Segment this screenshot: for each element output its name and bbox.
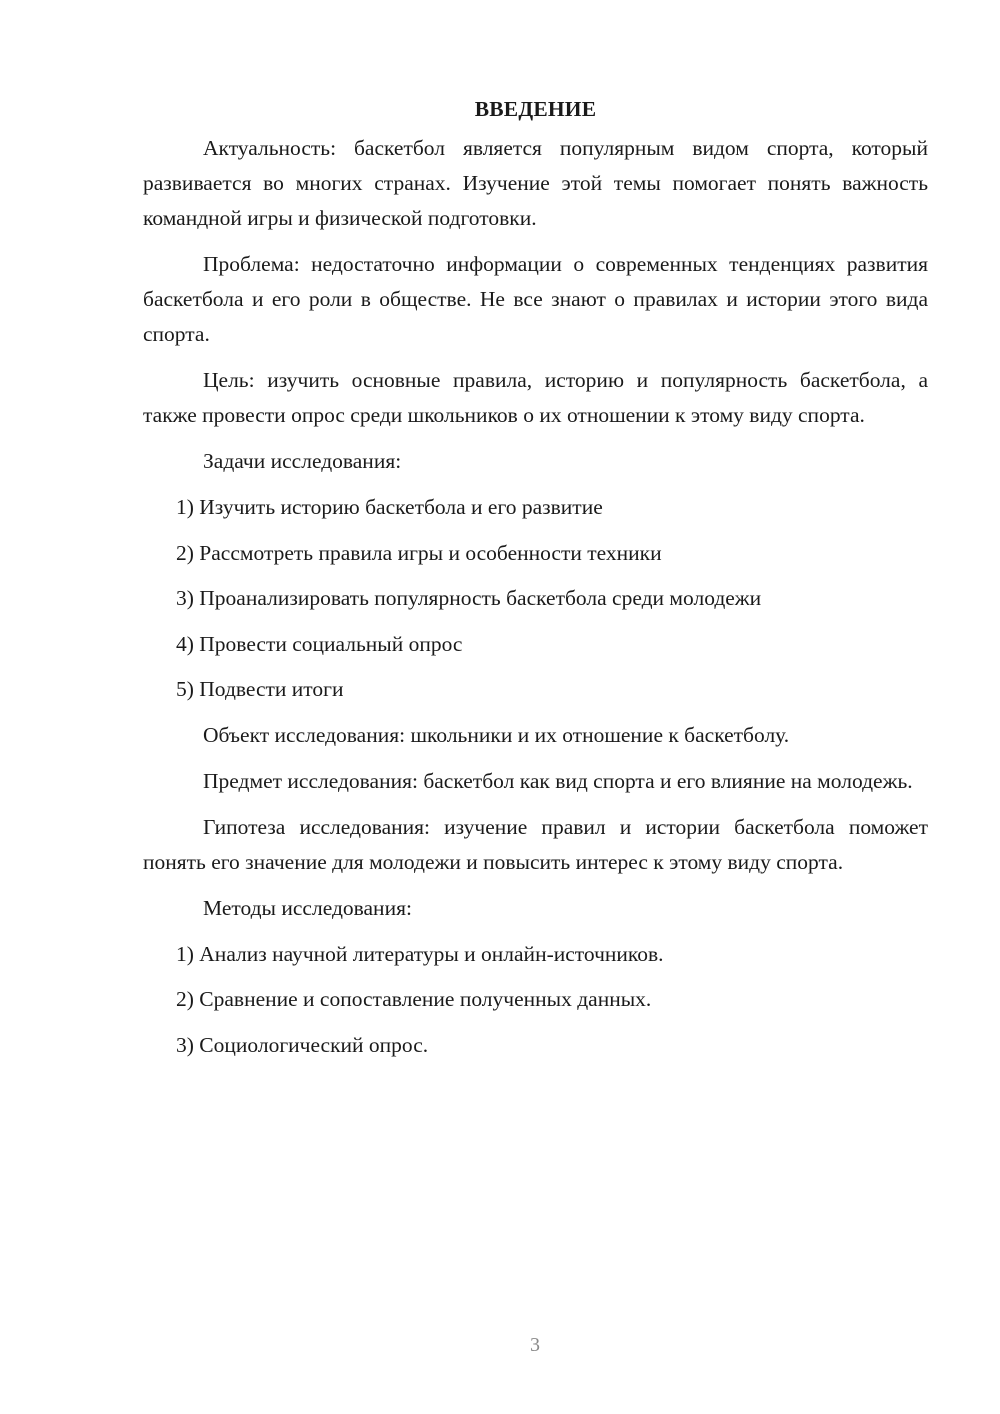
method-item: 1) Анализ научной литературы и онлайн-источников. [176, 941, 664, 966]
document-page [143, 92, 928, 1073]
hypothesis-paragraph: Гипотеза исследования: изучение правил и истории баскетбола поможет понять его значение для молодежи и повысить интерес к этому виду спорта. [143, 814, 928, 874]
task-item: 5) Подвести итоги [176, 677, 344, 701]
page-number: 3 [530, 1334, 540, 1356]
section-title: ВВЕДЕНИЕ [474, 97, 597, 121]
relevance-paragraph: Актуальность: баскетбол является популярным видом спорта, который развивается во многих странах. Изучение этой темы помогает понять важность командной игры и физической подготовки. [143, 136, 928, 230]
method-item: 2) Сравнение и сопоставление полученных данных. [176, 987, 652, 1011]
tasks-heading: Задачи исследования: [203, 449, 402, 473]
subject-paragraph: Предмет исследования: баскетбол как вид спорта и его влияние на молодежь. [203, 768, 913, 793]
task-item: 4) Провести социальный опрос [176, 631, 463, 656]
task-item: 1) Изучить историю баскетбола и его развитие [176, 495, 603, 519]
task-item: 3) Проанализировать популярность баскетбола среди молодежи [176, 586, 762, 610]
problem-paragraph: Проблема: недостаточно информации о современных тенденциях развития баскетбола и его роли в обществе. Не все знают о правилах и истории этого вида спорта. [143, 252, 928, 346]
methods-list [143, 937, 928, 1063]
goal-paragraph: Цель: изучить основные правила, историю и популярность баскетбола, а также провести опрос среди школьников о их отношении к этому виду спорта. [143, 368, 928, 427]
task-item: 2) Рассмотреть правила игры и особенности техники [176, 540, 662, 565]
tasks-list [143, 490, 928, 707]
object-paragraph: Объект исследования: школьники и их отношение к баскетболу. [203, 722, 790, 747]
method-item: 3) Социологический опрос. [176, 1032, 429, 1057]
methods-heading: Методы исследования: [203, 895, 412, 920]
